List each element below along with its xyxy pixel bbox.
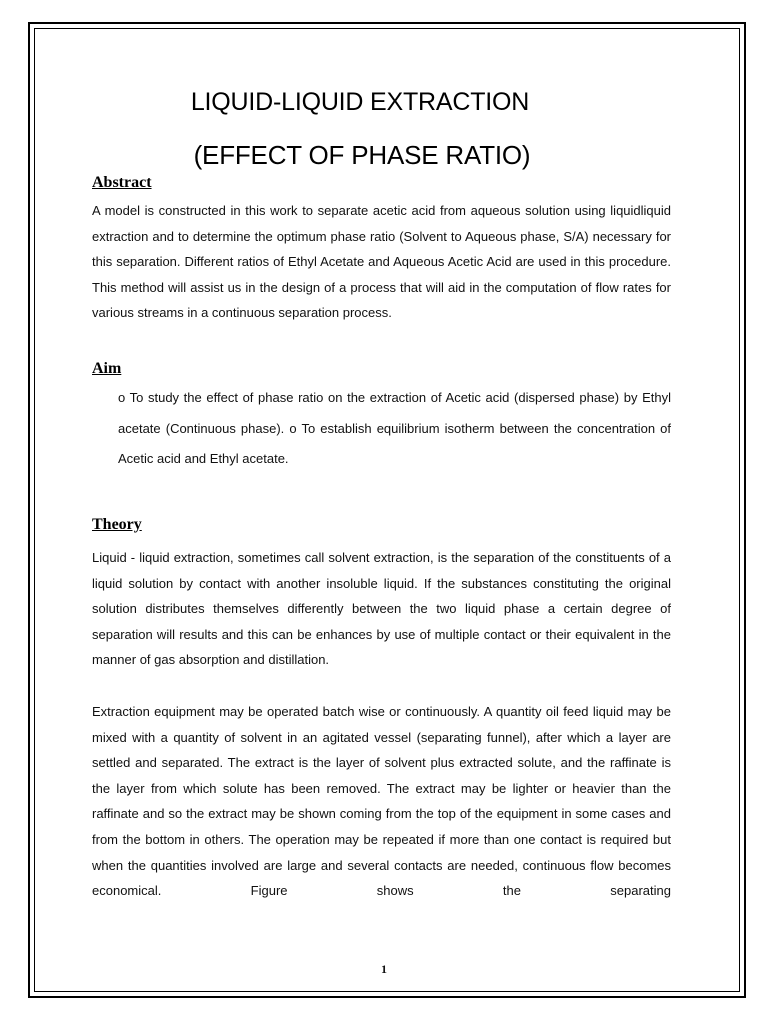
- theory-heading: Theory: [92, 516, 142, 533]
- document-title: LIQUID-LIQUID EXTRACTION: [190, 88, 530, 116]
- abstract-paragraph: A model is constructed in this work to separate acetic acid from aqueous solution using liquidliquid extraction and to determine the optimum phase ratio (Solvent to Aqueous phase, S/A) necessary for this separation. Different ratios of Ethyl Acetate and Aqueous Acetic Acid are used in this procedure. This method will assist us in the design of a process that will aid in the computation of flow rates for various streams in a continuous separation process.: [92, 203, 671, 320]
- page-number: 1: [381, 962, 387, 976]
- theory-paragraph-1: Liquid - liquid extraction, sometimes call solvent extraction, is the separation of the constituents of a liquid solution by contact with another insoluble liquid. If the substances constituting the original solution distributes themselves differently between the two liquid phase a certain degree of separation will results and this can be enhances by use of multiple contact or their equivalent in the manner of gas absorption and distillation.: [92, 550, 671, 668]
- abstract-heading: Abstract: [92, 174, 152, 191]
- aim-paragraph: o To study the effect of phase ratio on the extraction of Acetic acid (dispersed phase) by Ethyl acetate (Continuous phase). o To establish equilibrium isotherm between the concentration of Acetic acid and Ethyl acetate.: [118, 390, 671, 466]
- theory-paragraph-2: Extraction equipment may be operated batch wise or continuously. A quantity oil feed liquid may be mixed with a quantity of solvent in an agitated vessel (separating funnel), after which a layer are settled and separated. The extract is the layer of solvent plus extracted solute, and the raffinate is the layer from which solute has been removed. The extract may be lighter or heavier than the raffinate and so the extract may be shown coming from the top of the equipment in some cases and from the bottom in others. The operation may be repeated if more than one contact is required but when the quantities involved are large and several contacts are needed, continuous flow becomes economical. Figure shows the separating: [92, 704, 671, 899]
- document-subtitle: (EFFECT OF PHASE RATIO): [193, 140, 531, 170]
- aim-heading: Aim: [92, 360, 122, 377]
